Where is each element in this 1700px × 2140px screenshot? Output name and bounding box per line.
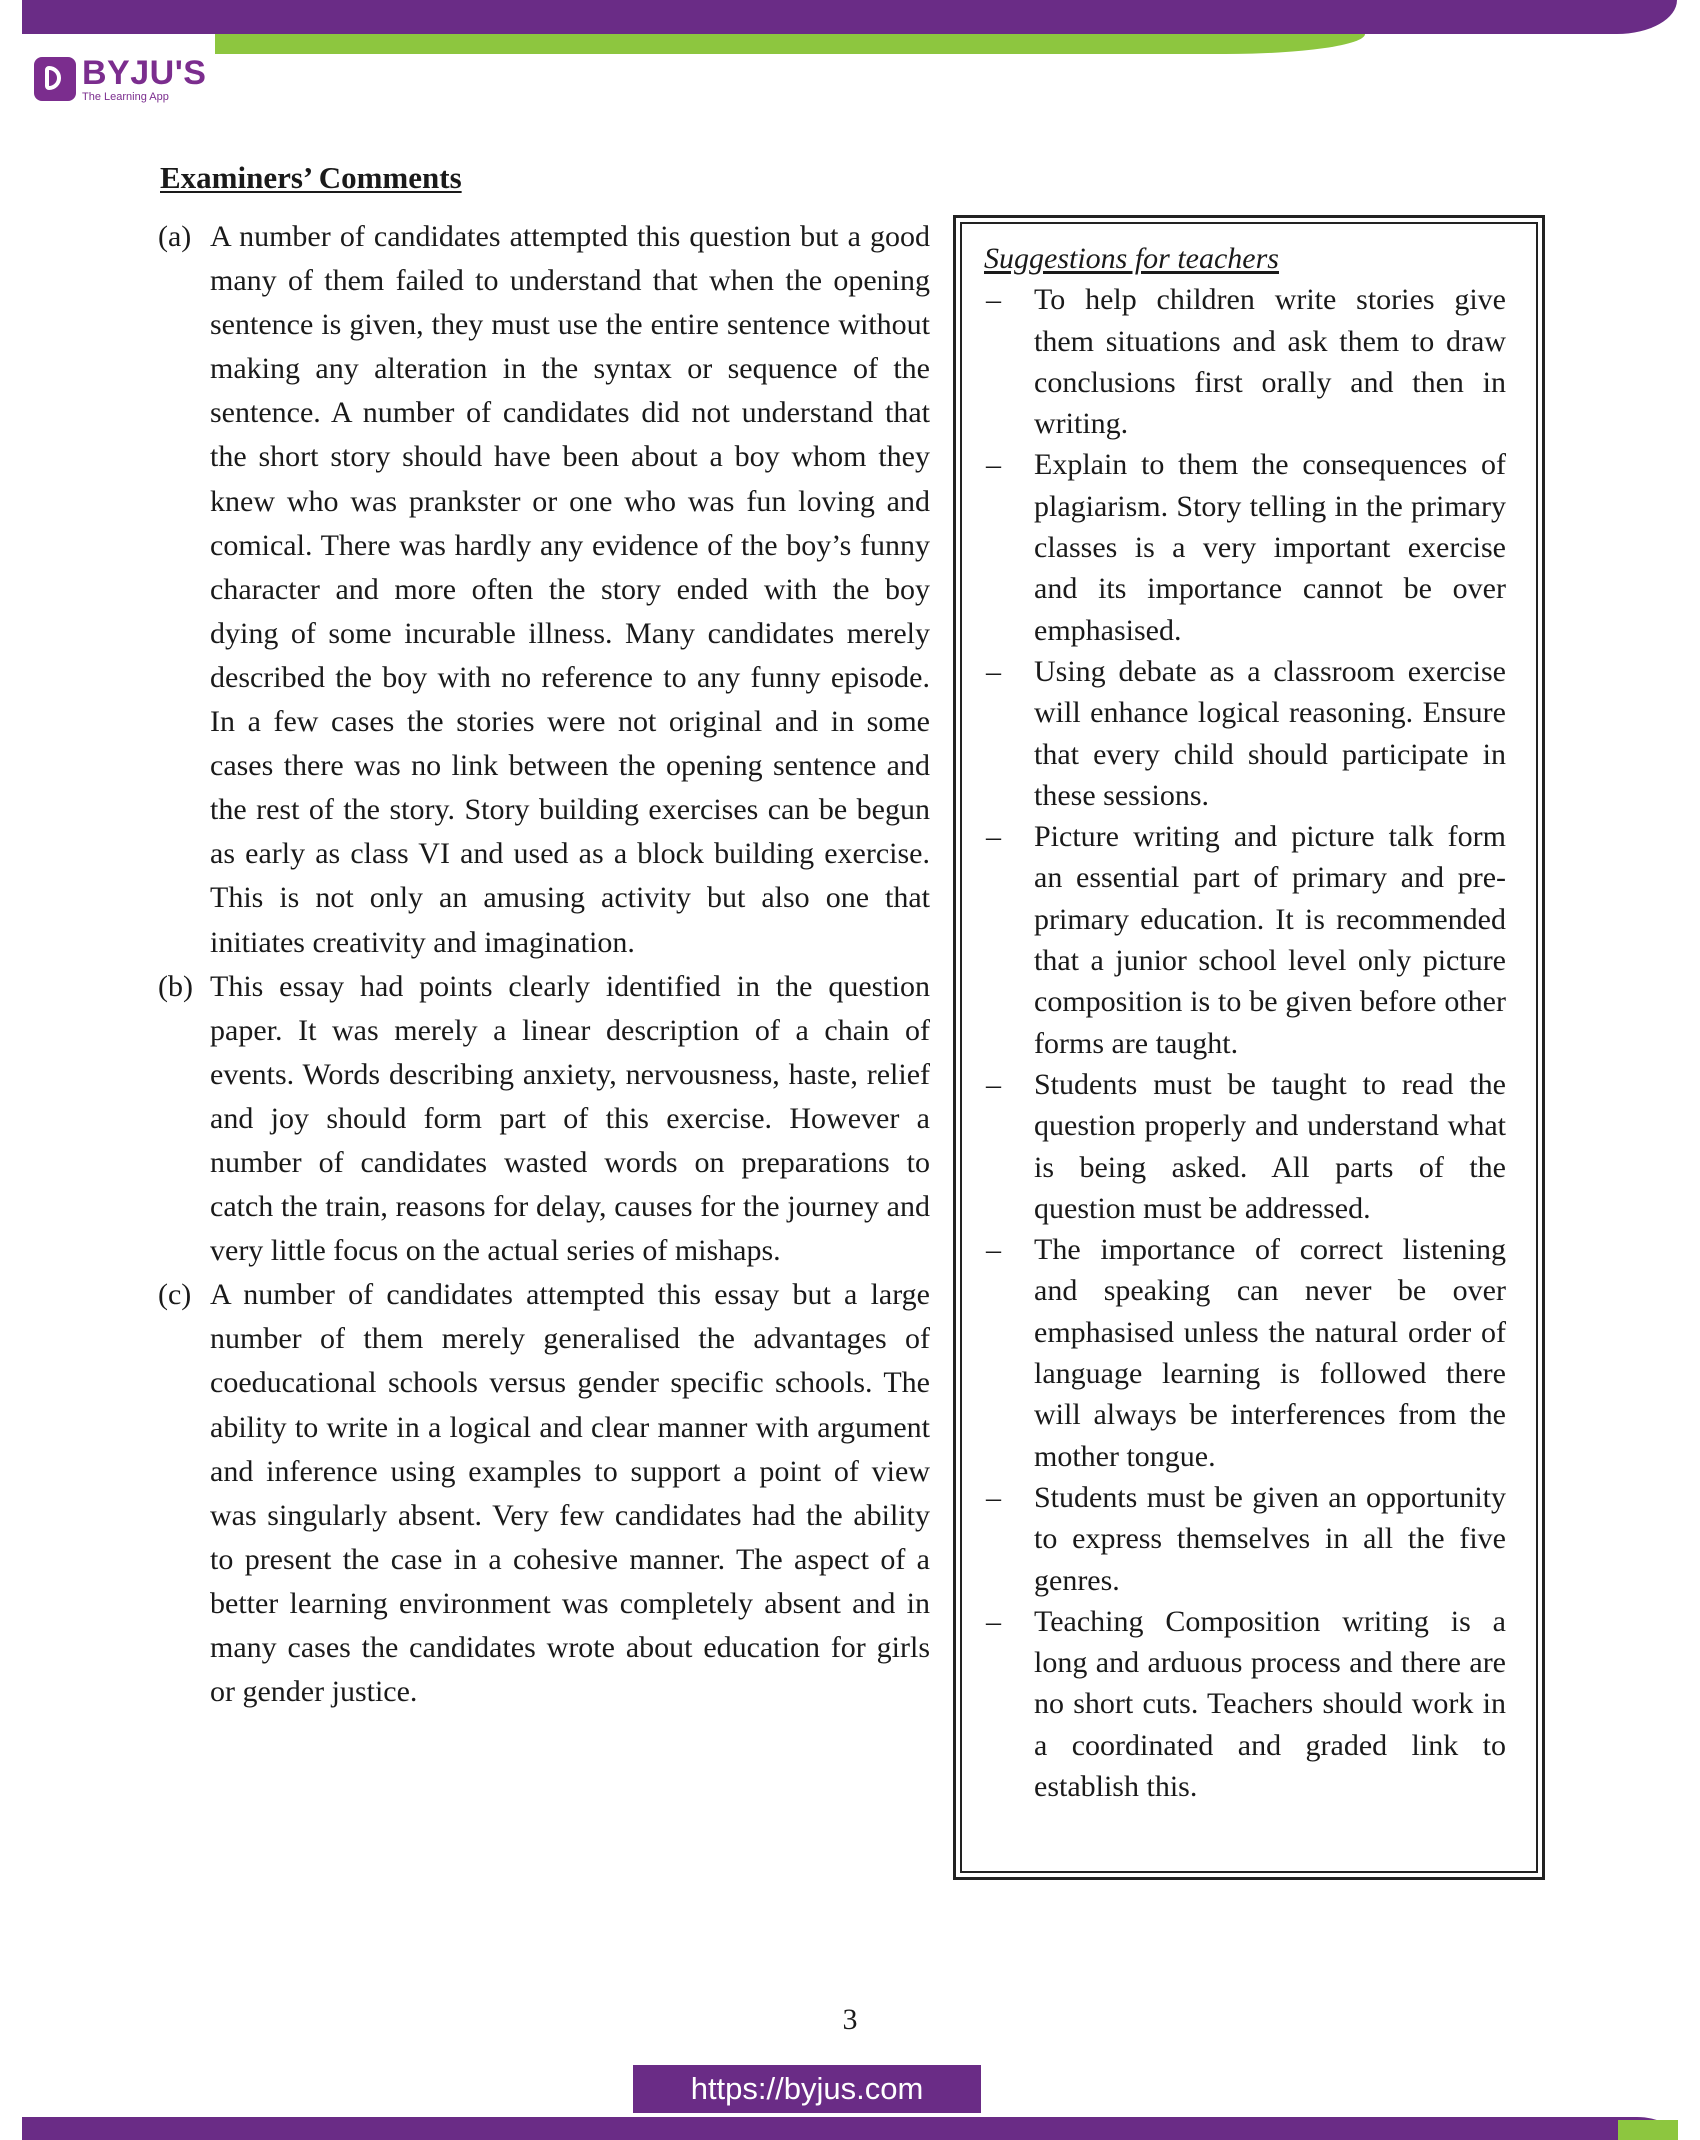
suggestion-item bbox=[984, 1601, 1506, 1807]
comment-text: This essay had points clearly identified in the question paper. It was merely a linear description of a chain of events. Words describing anxiety, nervousness, haste, relief and joy should form part of this exercise. However a number of candidates wasted words on preparations to catch the train, reasons for delay, causes for the journey and very little focus on the actual series of mishaps. bbox=[210, 969, 930, 1268]
suggestion-item bbox=[984, 279, 1506, 444]
suggestions-content bbox=[984, 238, 1506, 1807]
comment-paragraph-a bbox=[158, 215, 930, 965]
dash-bullet: – bbox=[986, 654, 1001, 688]
dash-bullet: – bbox=[986, 448, 1001, 482]
comment-paragraph-c bbox=[158, 1273, 930, 1714]
suggestions-box bbox=[953, 215, 1545, 1880]
comment-text: A number of candidates attempted this essay but a large number of them merely generalised the advantages of coeducational schools versus gender specific schools. The ability to write in a logical and clear manner with argument and inference using examples to support a point of view was singularly absent. Very few candidates had the ability to present the case in a cohesive manner. The aspect of a better learning environment was completely absent and in many cases the candidates wrote about education for girls or gender justice. bbox=[210, 1278, 930, 1709]
suggestions-title: Suggestions for teachers bbox=[984, 242, 1279, 275]
suggestion-text: Using debate as a classroom exercise will enhance logical reasoning. Ensure that every child should participate in these sessions. bbox=[1034, 654, 1506, 812]
comment-text: A number of candidates attempted this question but a good many of them failed to understand that when the opening sentence is given, they must use the entire sentence without making any alteration in the syntax or sequence of the sentence. A number of candidates did not understand that the short story should have been about a boy whom they knew who was prankster or one who was fun loving and comical. There was hardly any evidence of the boy’s funny character and more often the story ended with the boy dying of some incurable illness. Many candidates merely described the boy with no reference to any funny episode. In a few cases the stories were not original and in some cases there was no link between the opening sentence and the rest of the story. Story building exercises can be begun as early as class VI and used as a block building exercise. This is not only an amusing activity but also one that initiates creativity and imagination. bbox=[210, 220, 930, 959]
dash-bullet: – bbox=[986, 1067, 1001, 1101]
suggestion-text: Picture writing and picture talk form an essential part of primary and pre-primary education. It is recommended that a junior school level only picture composition is to be given before other forms are taught. bbox=[1034, 820, 1506, 1060]
dash-bullet: – bbox=[986, 1604, 1001, 1638]
suggestion-item bbox=[984, 1064, 1506, 1229]
suggestion-text: Teaching Composition writing is a long and arduous process and there are no short cuts. Teachers should work in a coordinated and graded link to establish this. bbox=[1034, 1604, 1506, 1803]
examiners-comments bbox=[158, 215, 930, 1714]
suggestion-item bbox=[984, 1477, 1506, 1601]
logo-tagline: The Learning App bbox=[82, 90, 169, 103]
logo-name: BYJU'S bbox=[82, 53, 207, 92]
suggestion-text: The importance of correct listening and speaking can never be over emphasised unless the natural order of language learning is followed there will always be interferences from the mother tongue. bbox=[1034, 1233, 1506, 1473]
dash-bullet: – bbox=[986, 1233, 1001, 1267]
byjus-logo[interactable] bbox=[34, 54, 206, 104]
suggestion-text: Students must be given an opportunity to express themselves in all the five genres. bbox=[1034, 1480, 1506, 1597]
footer-green-accent bbox=[1618, 2120, 1678, 2140]
byjus-logo-icon bbox=[34, 57, 76, 101]
footer-purple-band bbox=[22, 2117, 1677, 2140]
header-purple-band bbox=[22, 0, 1677, 34]
suggestion-item bbox=[984, 651, 1506, 816]
comment-label: (c) bbox=[158, 1278, 192, 1312]
suggestion-text: Students must be taught to read the question properly and understand what is being asked. All parts of the question must be addressed. bbox=[1034, 1067, 1506, 1225]
header-green-band bbox=[215, 34, 1365, 54]
dash-bullet: – bbox=[986, 1480, 1001, 1514]
suggestion-item bbox=[984, 444, 1506, 650]
suggestion-item bbox=[984, 1229, 1506, 1477]
footer-url-link[interactable]: https://byjus.com bbox=[633, 2065, 981, 2113]
page-number: 3 bbox=[842, 2003, 858, 2036]
suggestion-text: Explain to them the consequences of plagiarism. Story telling in the primary classes is a very important exercise and its importance cannot be over emphasised. bbox=[1034, 448, 1506, 647]
suggestion-text: To help children write stories give them situations and ask them to draw conclusions first orally and then in writing. bbox=[1034, 283, 1506, 441]
suggestion-item bbox=[984, 816, 1506, 1064]
comment-label: (a) bbox=[158, 220, 192, 253]
comment-label: (b) bbox=[158, 969, 193, 1003]
dash-bullet: – bbox=[986, 283, 1001, 317]
comment-paragraph-b bbox=[158, 965, 930, 1274]
section-heading: Examiners’ Comments bbox=[160, 160, 462, 195]
dash-bullet: – bbox=[986, 820, 1001, 854]
